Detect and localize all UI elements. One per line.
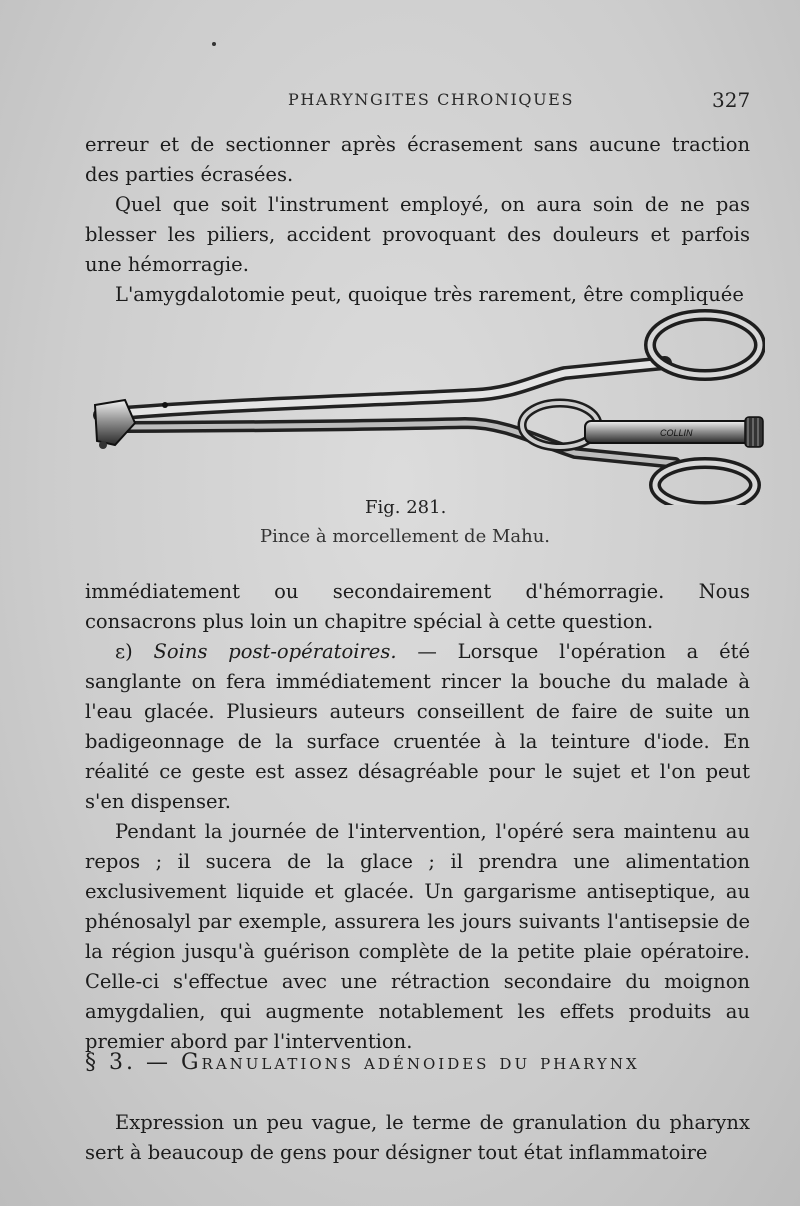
soins-title: Soins post-opératoires. bbox=[153, 640, 397, 663]
manufacturer-mark: COLLIN bbox=[660, 428, 693, 438]
paragraph-instrument: Quel que soit l'instrument employé, on aura soin de ne pas blesser les piliers, accident provoquant des douleurs et parfois une hémorragie. bbox=[85, 193, 750, 276]
page-header bbox=[0, 86, 800, 116]
figure-281 bbox=[85, 305, 765, 560]
soins-text: — Lorsque l'opération a été sanglante on fera immédiatement rincer la bouche du malade à l'eau glacée. Plusieurs auteurs conseillent de faire de suite un badigeonnage de la surface cruentée à la teinture d'iode. En réalité ce geste est assez désagréable pour le sujet et l'on peut s'en dispenser. bbox=[85, 640, 750, 813]
paragraph-expression: Expression un peu vague, le terme de granulation du pharynx sert à beaucoup de gens pour désigner tout état inflammatoire bbox=[85, 1111, 750, 1164]
paragraph-amygdalotomie: L'amygdalotomie peut, quoique très rarement, être compliquée bbox=[115, 283, 744, 306]
section-heading: § 3. — Granulations adénoides du pharynx bbox=[85, 1050, 640, 1075]
page-number: 327 bbox=[712, 88, 751, 112]
text-block-middle bbox=[85, 577, 750, 1057]
paragraph-soins bbox=[85, 637, 750, 817]
forceps-illustration bbox=[85, 305, 765, 505]
figure-caption: Pince à morcellement de Mahu. bbox=[260, 526, 551, 547]
text-block-top bbox=[85, 130, 750, 310]
running-title: PHARYNGITES CHRONIQUES bbox=[288, 90, 575, 109]
text-block-bottom bbox=[85, 1108, 750, 1168]
figure-number: Fig. 281. bbox=[365, 497, 447, 518]
soins-marker: ε) bbox=[115, 640, 133, 663]
paragraph-journee: Pendant la journée de l'intervention, l'opéré sera maintenu au repos ; il sucera de la glace ; il prendra une alimentation exclusivement liquide et glacée. Un gargarisme antiseptique, au phénosalyl par exemple, assurera les jours suivants l'antisepsie de la région jusqu'à guérison complète de la petite plaie opératoire. Celle-ci s'effectue avec une rétraction secondaire du moignon amygdalien, qui augmente notablement les effets produits au premier abord par l'intervention. bbox=[85, 820, 750, 1053]
paragraph-hemorragie: immédiatement ou secondairement d'hémorragie. Nous consacrons plus loin un chapitre spécial à cette question. bbox=[85, 580, 750, 633]
paragraph-continuation: erreur et de sectionner après écrasement sans aucune traction des parties écrasées. bbox=[85, 133, 750, 186]
print-speck bbox=[212, 42, 216, 46]
